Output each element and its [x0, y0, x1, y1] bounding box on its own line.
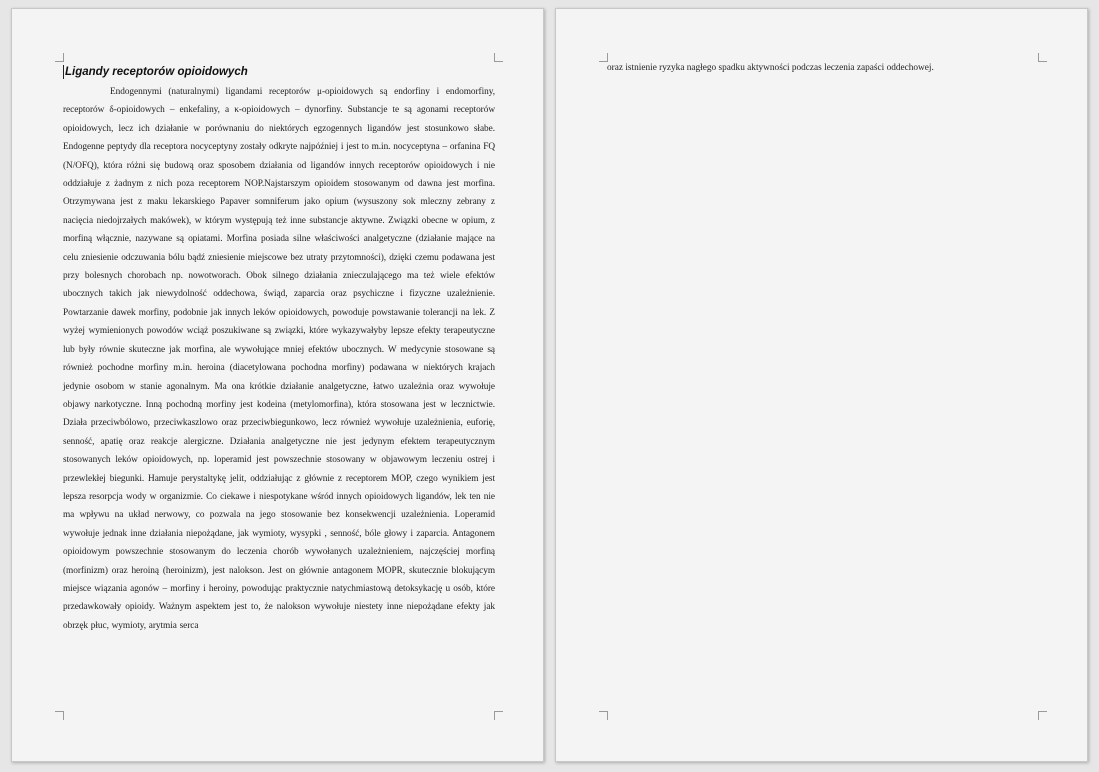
continuation-paragraph[interactable]: oraz istnienie ryzyka nagłego spadku aktywności podczas leczenia zapaści oddechowej.	[607, 63, 934, 73]
page-1-text-area[interactable]	[63, 65, 495, 635]
body-paragraph[interactable]: Endogennymi (naturalnymi) ligandami receptorów μ-opioidowych są endorfiny i endomorfiny, receptorów δ-opioidowych – enkefaliny, a κ-opioidowych – dynorfiny. Substancje te są agonami receptorów opioidowych, lecz ich działanie w porównaniu do niektórych egzogennych ligandów jest stosunkowo słabe. Endogenne peptydy dla receptora nocyceptyny zostały odkryte najpóźniej i jest to m.in. nocyceptyna – orfanina FQ (N/OFQ), która różni się budową oraz sposobem działania od ligandów innych receptorów opioidowych i nie oddziałuje z żadnym z nich poza receptorem NOP.Najstarszym opioidem stosowanym od dawna jest morfina. Otrzymywana jest z maku lekarskiego Papaver somniferum jako opium (wysuszony sok mleczny zebrany z nacięcia niedojrzałych makówek), w którym występują też inne substancje aktywne. Związki obecne w opium, z morfiną włącznie, nazywane są opiatami. Morfina posiada silne właściwości analgetyczne (działanie mające na celu zniesienie odczuwania bólu bądź zniesienie miejscowe bez utraty przytomności), dzięki czemu podawana jest przy bolesnych chorobach np. nowotworach. Obok silnego działania znieczulającego ma też wiele efektów ubocznych takich jak niewydolność oddechowa, świąd, zaparcia oraz psychiczne i fizyczne uzależnienie. Powtarzanie dawek morfiny, podobnie jak innych leków opioidowych, powoduje powstawanie tolerancji na lek. Z wyżej wymienionych powodów wciąż poszukiwane są związki, które wykazywałyby lepsze efekty terapeutyczne lub były równie skuteczne jak morfina, ale wywołujące mniej efektów ubocznych. W medycynie stosowane są również pochodne morfiny m.in. heroina (diacetylowana pochodna morfiny) podawana w niektórych krajach jedynie osobom w stanie agonalnym. Ma ona krótkie działanie analgetyczne, łatwo uzależnia oraz wywołuje objawy narkotyczne. Inną pochodną morfiny jest kodeina (metylomorfina), która stosowana jest w lecznictwie. Działa przeciwbólowo, przeciwkaszlowo oraz przeciwbiegunkowo, lecz również wywołuje uzależnienia, euforię, senność, apatię oraz reakcje alergiczne. Działania analgetyczne nie jest jedynym efektem terapeutycznym stosowanych leków opioidowych, np. loperamid jest powszechnie stosowany w objawowym leczeniu ostrej i przewlekłej biegunki. Hamuje perystaltykę jelit, oddziałując z głównie z receptorem MOP, czego wynikiem jest lepsza resorpcja wody w organizmie. Co ciekawe i niespotykane wśród innych opioidowych ligandów, lek ten nie ma wpływu na układ nerwowy, co pozwala na jego stosowanie bez konsekwencji uzależnienia. Loperamid wywołuje jednak inne działania niepożądane, jak wymioty, wysypki , senność, bóle głowy i zaparcia. Antagonem opioidowym powszechnie stosowanym do leczenia chorób wywołanych uzależnieniem, najczęściej morfiną (morfinizm) oraz heroiną (heroinizm), jest nalokson. Jest on głównie antagonem MOPR, skutecznie blokującym miejsce wiązania agonów – morfiny i heroiny, powodując praktycznie natychmiastową detoksykację u osób, które przedawkowały opioidy. Ważnym aspektem jest to, że nalokson wywołuje niestety inne niepożądane efekty jak obrzęk płuc, wymioty, arytmia serca	[63, 87, 495, 631]
section-heading[interactable]: Ligandy receptorów opioidowych	[63, 65, 495, 79]
margin-corner-mark	[1038, 711, 1047, 720]
document-page-2[interactable]	[555, 8, 1088, 762]
document-page-1[interactable]	[11, 8, 544, 762]
margin-corner-mark	[599, 711, 608, 720]
margin-corner-mark	[494, 53, 503, 62]
margin-corner-mark	[55, 53, 64, 62]
margin-corner-mark	[55, 711, 64, 720]
margin-corner-mark	[494, 711, 503, 720]
